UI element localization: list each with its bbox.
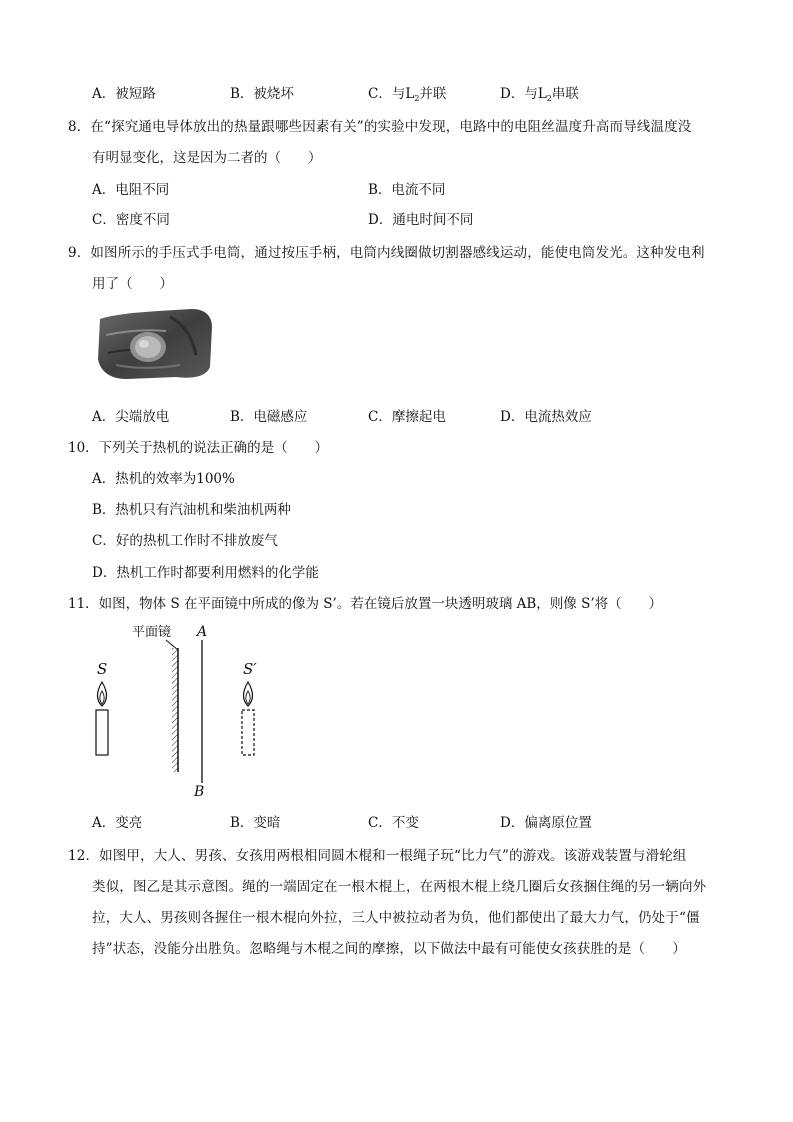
q11-option-a[interactable]: A．变亮: [92, 815, 143, 831]
label-s: S: [97, 660, 108, 678]
label-a: A: [197, 624, 208, 640]
q9-option-b[interactable]: B．电磁感应: [230, 409, 308, 425]
mirror-hatching: [172, 648, 178, 772]
q10-stem: 10．下列关于热机的说法正确的是（ ）: [68, 440, 329, 456]
q8-stem-line-2: 有明显变化，这是因为二者的（ ）: [92, 150, 322, 166]
q9-stem-line-1: 9．如图所示的手压式手电筒，通过按压手柄，电筒内线圈做切割器感线运动，能使电筒发光。这种发电利: [68, 245, 705, 261]
q10-option-a[interactable]: A．热机的效率为100%: [92, 471, 235, 487]
q8-option-c[interactable]: C．密度不同: [92, 212, 170, 228]
q10-option-c[interactable]: C．好的热机工作时不排放废气: [92, 533, 278, 549]
q12-stem-line-4: 持”状态，没能分出胜负。忽略绳与木棍之间的摩擦，以下做法中最有可能使女孩获胜的是（ ）: [92, 941, 686, 957]
q11-option-c[interactable]: C．不变: [368, 815, 419, 831]
q9-stem-line-2: 用了（ ）: [92, 276, 173, 292]
q10-option-d[interactable]: D．热机工作时都要利用燃料的化学能: [92, 565, 319, 581]
q9-option-d[interactable]: D．电流热效应: [500, 409, 592, 425]
q12-stem-line-3: 拉，大人、男孩则各握住一根木棍向外拉，三人中被拉动者为负，他们都使出了最大力气，仍处于“僵: [92, 910, 700, 926]
q7-option-b[interactable]: B．被烧坏: [230, 86, 294, 102]
mirror-diagram: [88, 620, 288, 802]
q11-option-d[interactable]: D．偏离原位置: [500, 815, 592, 831]
q9-option-a[interactable]: A．尖端放电: [92, 409, 170, 425]
label-b: B: [194, 784, 205, 800]
q9-option-c[interactable]: C．摩擦起电: [368, 409, 446, 425]
q7-option-a[interactable]: A．被短路: [92, 86, 156, 102]
q8-stem-line-1: 8．在“探究通电导体放出的热量跟哪些因素有关”的实验中发现，电路中的电阻丝温度升高而导线温度没: [68, 119, 692, 135]
candle-image-s-prime: [242, 682, 254, 755]
q10-option-b[interactable]: B．热机只有汽油机和柴油机两种: [92, 502, 291, 518]
q8-option-a[interactable]: A．电阻不同: [92, 182, 170, 198]
label-s-prime: S′: [243, 660, 257, 678]
q7-option-c[interactable]: C．与$L_2$并联: [368, 86, 447, 103]
q12-stem-line-2: 类似，图乙是其示意图。绳的一端固定在一根木棍上，在两根木棍上绕几圈后女孩捆住绳的另一辆向外: [92, 879, 707, 895]
mirror-label: 平面镜: [132, 625, 172, 640]
q11-option-b[interactable]: B．变暗: [230, 815, 281, 831]
q11-stem: 11．如图，物体 S 在平面镜中所成的像为 S’。若在镜后放置一块透明玻璃 AB，则像 S’将（ ）: [68, 596, 663, 612]
q8-option-b[interactable]: B．电流不同: [368, 182, 446, 198]
q7-option-d[interactable]: D．与$L_2$串联: [500, 86, 579, 103]
candle-s: [96, 682, 108, 755]
q8-option-d[interactable]: D．通电时间不同: [368, 212, 474, 228]
hand-flashlight-photo: [96, 305, 214, 383]
q12-stem-line-1: 12．如图甲，大人、男孩、女孩用两根相同圆木棍和一根绳子玩“比力气”的游戏。该游戏装置与滑轮组: [68, 848, 687, 864]
